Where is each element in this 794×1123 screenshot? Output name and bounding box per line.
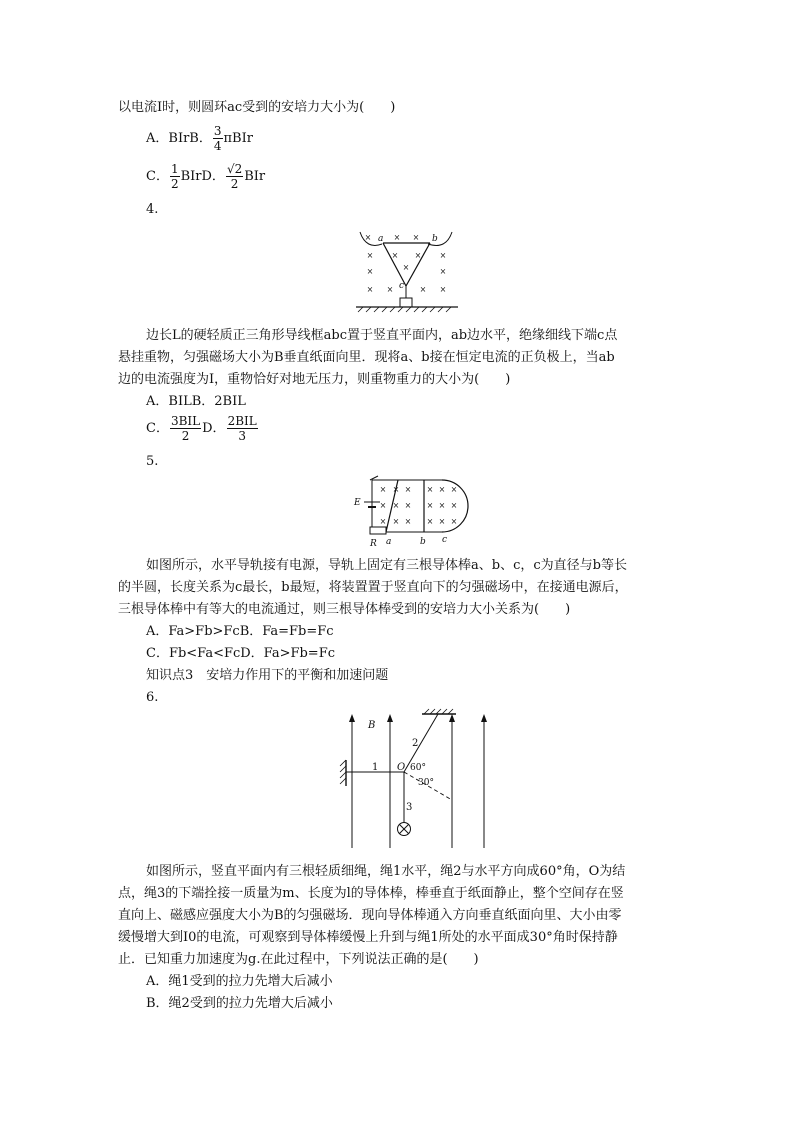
q6-label-2: 2 [412, 738, 419, 749]
q4-cross: × [402, 263, 410, 272]
q3-option-d-den: 2 [230, 177, 239, 191]
q5-cross: × [404, 517, 412, 526]
q3-option-c-den: 2 [170, 177, 179, 191]
q4-options-ab: A．BILB．2BIL [146, 394, 246, 409]
q4-stem-line-1: 边长L的硬轻质正三角形导线框abc置于竖直平面内，ab边水平，绝缘细线下端c点 [146, 328, 618, 343]
q6-label-O: O [397, 762, 406, 773]
q4-stem-line-2: 悬挂重物，匀强磁场大小为B垂直纸面向里．现将a、b接在恒定电流的正负极上，当ab [118, 350, 615, 365]
q4-option-c-num: 3BIL [170, 414, 201, 428]
q4-option-d-prefix: D． [202, 421, 226, 436]
q5-cross: × [392, 517, 400, 526]
q3-option-d-prefix: D． [201, 169, 225, 184]
q5-label-b: b [420, 537, 426, 547]
q6-option-a: A．绳1受到的拉力先增大后减小 [146, 974, 333, 989]
q4-label-b: b [432, 234, 438, 244]
q4-number: 4. [146, 202, 159, 217]
q5-cross: × [379, 501, 387, 510]
q5-cross: × [438, 517, 446, 526]
q3-option-c-tail: BIr [180, 169, 202, 184]
q3-option-d-fraction [226, 162, 243, 191]
q5-cross: × [426, 485, 434, 494]
q6-stem-line-2: 点，绳3的下端拴接一质量为m、长度为l的导体棒，棒垂直于纸面静止，整个空间存在竖 [118, 886, 624, 901]
q4-cross: × [391, 251, 399, 260]
q3-option-b-tail: πBIr [223, 131, 253, 146]
q3-option-b-fraction [213, 124, 223, 153]
q4-ground-hatch [358, 307, 451, 312]
q6-stem-line-1: 如图所示，竖直平面内有三根轻质细绳，绳1水平，绳2与水平方向成60°角，O为结 [146, 864, 626, 879]
q6-option-b: B．绳2受到的拉力先增大后减小 [146, 996, 333, 1011]
q4-cross: × [412, 233, 420, 242]
q4-weight [400, 298, 412, 307]
q3-option-c-num: 1 [170, 162, 179, 176]
q5-cross: × [379, 517, 387, 526]
q5-cross: × [438, 485, 446, 494]
q4-option-c-fraction [170, 414, 201, 443]
q5-options-ab: A．Fa>Fb>FcB．Fa=Fb=Fc [146, 624, 334, 639]
q4-label-a: a [378, 234, 384, 244]
q3-stem-tail: 以电流I时，则圆环ac受到的安培力大小为( ) [118, 100, 396, 115]
q4-cross: × [439, 251, 447, 260]
q4-option-d-den: 3 [238, 429, 246, 443]
q4-stem-line-3: 边的电流强度为I，重物恰好对地无压力，则重物重力的大小为( ) [118, 372, 511, 387]
q5-figure [350, 474, 478, 554]
q5-stem-line-2: 的半圆，长度关系为c最长，b最短，将装置置于竖直向下的匀强磁场中，在接通电源后， [118, 580, 628, 595]
q3-option-c-fraction [170, 162, 180, 191]
q5-stem-line-3: 三根导体棒中有等大的电流通过，则三根导体棒受到的安培力大小关系为( ) [118, 602, 571, 617]
q4-cross: × [419, 285, 427, 294]
q6-label-B: B [368, 720, 376, 731]
q5-cross: × [392, 501, 400, 510]
q3-option-d-tail: BIr [244, 169, 266, 184]
q5-resistor [370, 527, 386, 534]
q4-side-bc [406, 243, 430, 286]
q5-cross: × [404, 501, 412, 510]
q5-cross: × [426, 501, 434, 510]
q6-stem-line-5: 止．已知重力加速度为g.在此过程中，下列说法正确的是( ) [118, 952, 479, 967]
q6-stem-line-4: 缓慢增大到I0的电流，可观察到导体棒缓慢上升到与绳1所处的水平面成30°角时保持静 [118, 930, 618, 945]
q5-stem-line-1: 如图所示，水平导轨接有电源，导轨上固定有三根导体棒a、b、c，c为直径与b等长 [146, 558, 627, 573]
q6-stem-line-3: 直向上、磁感应强度大小为B的匀强磁场．现向导体棒通入方向垂直纸面向里、大小由零 [118, 908, 622, 923]
q5-cross: × [404, 485, 412, 494]
q5-field-crosses [380, 485, 458, 526]
q5-cross: × [379, 485, 387, 494]
q4-option-d-fraction [227, 414, 258, 443]
q5-cross: × [450, 501, 458, 510]
q5-cross: × [392, 485, 400, 494]
q5-cross: × [438, 501, 446, 510]
q6-label-3: 3 [406, 802, 413, 813]
q4-option-d-num: 2BIL [227, 414, 257, 428]
q4-cross: × [386, 285, 394, 294]
q3-option-b-num: 3 [213, 124, 222, 138]
q3-options-cd [146, 162, 265, 191]
q5-cross: × [450, 517, 458, 526]
q4-cross: × [393, 233, 401, 242]
q5-options-cd: C．Fb<Fa<FcD．Fa>Fb=Fc [146, 646, 336, 661]
q5-label-R: R [370, 539, 377, 549]
q3-options-ab [146, 124, 253, 153]
q6-labels [367, 720, 434, 813]
q4-option-c-prefix: C． [146, 421, 169, 436]
q5-label-a: a [386, 537, 392, 547]
q6-label-60: 60° [410, 763, 426, 773]
q4-cross: × [366, 251, 374, 260]
q3-option-d-num: √2 [226, 162, 243, 176]
q4-cross: × [414, 251, 422, 260]
q6-wall-hatch [340, 760, 346, 784]
q6-field-arrow [349, 714, 355, 722]
q6-field-arrow [387, 714, 393, 722]
q4-cross: × [366, 285, 374, 294]
q6-number: 6. [146, 690, 159, 705]
q6-label-1: 1 [372, 762, 379, 773]
q5-cross: × [450, 485, 458, 494]
q4-cross: × [439, 267, 447, 276]
q4-cross: × [364, 233, 372, 242]
q5-cross: × [426, 517, 434, 526]
q6-field-arrow [449, 714, 455, 722]
q5-label-c: c [442, 535, 448, 545]
q5-number: 5. [146, 454, 159, 469]
q3-option-b-den: 4 [213, 139, 222, 153]
q6-field-arrow [481, 714, 487, 722]
q6-figure [334, 706, 498, 854]
q6-label-30: 30° [418, 778, 434, 788]
section-heading: 知识点3 安培力作用下的平衡和加速问题 [146, 668, 389, 683]
q4-label-c: c [399, 281, 405, 291]
q5-label-E: E [354, 498, 361, 508]
q4-options-cd [146, 414, 259, 443]
q3-option-a: A．BIr [146, 131, 190, 146]
q6-ceiling-hatch [424, 709, 453, 714]
q3-option-b-prefix: B． [189, 131, 212, 146]
q3-option-c-prefix: C． [146, 169, 169, 184]
q4-cross: × [366, 267, 374, 276]
q5-switch [370, 476, 378, 480]
q4-cross: × [439, 285, 447, 294]
q4-option-c-den: 2 [181, 429, 190, 443]
q4-figure [350, 226, 462, 314]
